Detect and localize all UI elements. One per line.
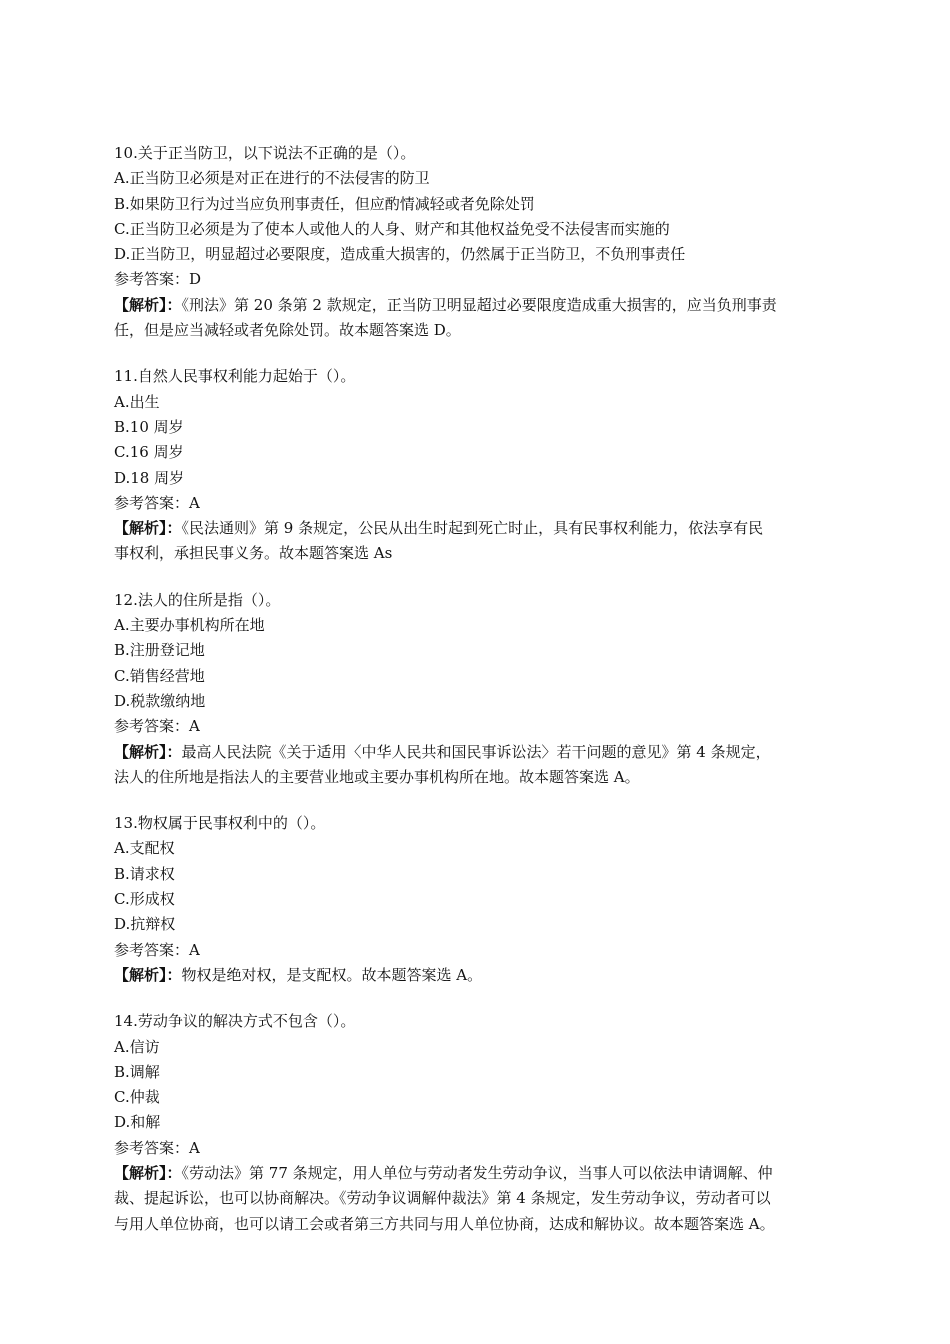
analysis-label: 【解析】： xyxy=(114,965,182,984)
reference-answer: 参考答案：A xyxy=(114,493,200,512)
reference-answer: 参考答案：D xyxy=(114,270,202,289)
option-d: D.税款缴纳地 xyxy=(114,691,206,710)
document-page xyxy=(114,141,866,1258)
option-a: A.主要办事机构所在地 xyxy=(114,616,265,635)
reference-answer: 参考答案：A xyxy=(114,940,200,959)
option-b: B.请求权 xyxy=(114,864,175,883)
option-c: C.销售经营地 xyxy=(114,666,205,685)
analysis-line-2: 事权利，承担民事义务。故本题答案选 As xyxy=(114,544,393,563)
question-14 xyxy=(114,1009,866,1237)
analysis-text: 《民法通则》第 9 条规定，公民从出生时起到死亡时止，具有民事权利能力，依法享有民 xyxy=(181,519,764,538)
option-d: D.18 周岁 xyxy=(114,468,185,487)
option-b: B.如果防卫行为过当应负刑事责任，但应酌情减轻或者免除处罚 xyxy=(114,194,535,213)
question-11 xyxy=(114,364,866,566)
analysis-text: 《刑法》第 20 条第 2 款规定，正当防卫明显超过必要限度造成重大损害的，应当负刑事责 xyxy=(181,295,777,314)
analysis-line-1 xyxy=(114,516,866,541)
question-stem: 13.物权属于民事权利中的（）。 xyxy=(114,814,326,833)
analysis-text: 物权是绝对权，是支配权。故本题答案选 A。 xyxy=(181,965,483,984)
option-b: B.调解 xyxy=(114,1062,160,1081)
option-a: A.支配权 xyxy=(114,839,175,858)
question-stem: 11.自然人民事权利能力起始于（）。 xyxy=(114,367,356,386)
option-d: D.正当防卫，明显超过必要限度，造成重大损害的，仍然属于正当防卫，不负刑事责任 xyxy=(114,245,686,264)
option-d: D.抗辩权 xyxy=(114,915,176,934)
option-b: B.10 周岁 xyxy=(114,417,184,436)
option-c: C.16 周岁 xyxy=(114,443,184,462)
option-c: C.正当防卫必须是为了使本人或他人的人身、财产和其他权益免受不法侵害而实施的 xyxy=(114,219,670,238)
analysis-text: 最高人民法院《关于适用〈中华人民共和国民事诉讼法〉若干问题的意见》第 4 条规定， xyxy=(181,742,771,761)
analysis-line-3: 与用人单位协商，也可以请工会或者第三方共同与用人单位协商，达成和解协议。故本题答案选 A。 xyxy=(114,1214,775,1233)
option-d: D.和解 xyxy=(114,1113,161,1132)
option-a: A.出生 xyxy=(114,392,160,411)
question-10 xyxy=(114,141,866,343)
analysis-line-1 xyxy=(114,963,866,988)
question-12 xyxy=(114,588,866,790)
question-stem: 12.法人的住所是指（）。 xyxy=(114,590,281,609)
question-13 xyxy=(114,811,866,988)
analysis-line-2: 法人的住所地是指法人的主要营业地或主要办事机构所在地。故本题答案选 A。 xyxy=(114,767,640,786)
question-stem: 14.劳动争议的解决方式不包含（）。 xyxy=(114,1012,356,1031)
option-a: A.信访 xyxy=(114,1037,160,1056)
reference-answer: 参考答案：A xyxy=(114,717,200,736)
option-c: C.形成权 xyxy=(114,890,175,909)
analysis-label: 【解析】： xyxy=(114,519,182,538)
analysis-label: 【解析】： xyxy=(114,742,182,761)
analysis-text: 《劳动法》第 77 条规定，用人单位与劳动者发生劳动争议，当事人可以依法申请调解、仲 xyxy=(181,1163,773,1182)
analysis-line-1 xyxy=(114,1161,866,1186)
analysis-line-1 xyxy=(114,740,866,765)
analysis-line-1 xyxy=(114,293,866,318)
analysis-label: 【解析】： xyxy=(114,295,182,314)
reference-answer: 参考答案：A xyxy=(114,1138,200,1157)
option-a: A.正当防卫必须是对正在进行的不法侵害的防卫 xyxy=(114,169,430,188)
analysis-label: 【解析】： xyxy=(114,1163,182,1182)
option-b: B.注册登记地 xyxy=(114,641,205,660)
analysis-line-2: 任，但是应当减轻或者免除处罚。故本题答案选 D。 xyxy=(114,321,461,340)
option-c: C.仲裁 xyxy=(114,1088,160,1107)
analysis-line-2: 裁、提起诉讼，也可以协商解决。《劳动争议调解仲裁法》第 4 条规定，发生劳动争议，劳动者可以 xyxy=(114,1189,771,1208)
question-stem: 10.关于正当防卫，以下说法不正确的是（）。 xyxy=(114,144,416,162)
